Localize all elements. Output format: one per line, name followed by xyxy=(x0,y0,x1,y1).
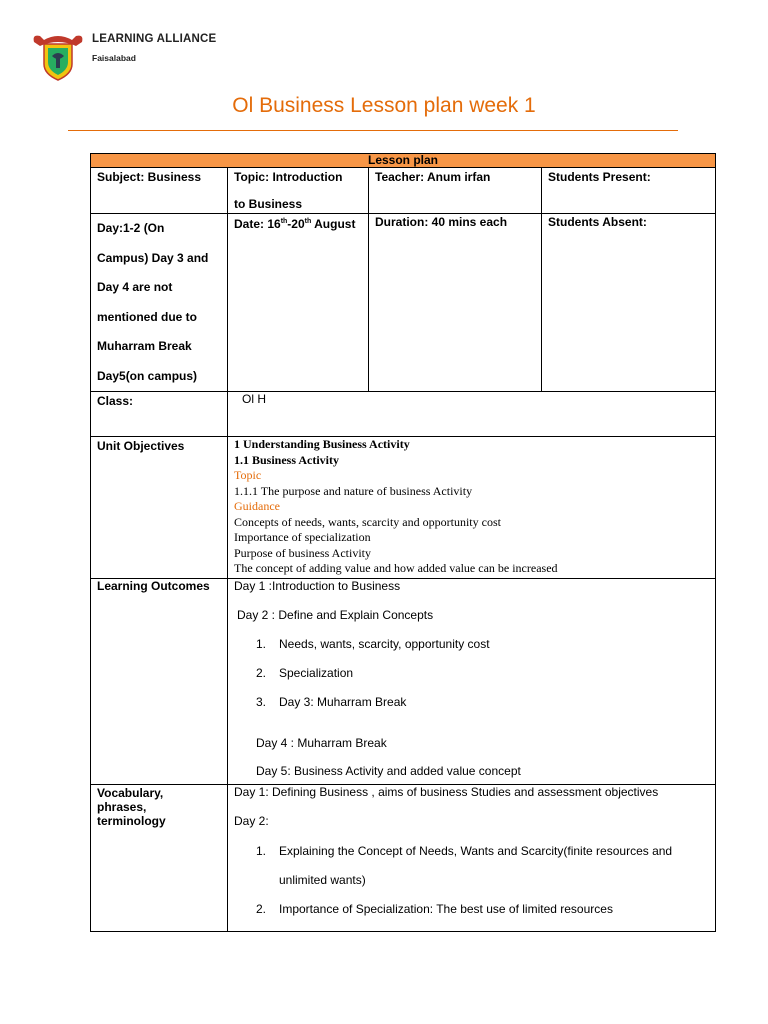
school-crest-icon xyxy=(30,28,86,82)
org-name: LEARNING ALLIANCE xyxy=(92,33,217,45)
page-title: Ol Business Lesson plan week 1 xyxy=(232,94,536,117)
teacher-cell: Teacher: Anum irfan xyxy=(369,168,542,214)
guidance-item: Importance of specialization xyxy=(234,530,371,544)
subject-cell: Subject: Business xyxy=(91,168,228,214)
class-value: Ol H xyxy=(228,392,716,437)
title-divider xyxy=(68,130,678,131)
learning-outcomes-label: Learning Outcomes xyxy=(91,579,228,785)
list-item-continuation: unlimited wants) xyxy=(279,873,366,887)
org-city: Faisalabad xyxy=(92,53,136,63)
learning-outcomes-content xyxy=(228,579,716,785)
header xyxy=(30,28,330,84)
unit-objectives-label: Unit Objectives xyxy=(91,437,228,579)
outcome-day4: Day 4 : Muharram Break xyxy=(256,736,387,750)
day-line: Day5(on campus) xyxy=(97,368,198,383)
table-heading: Lesson plan xyxy=(91,154,716,168)
topic-cell: Topic: Introduction to Business xyxy=(228,168,369,214)
unit-objectives-content xyxy=(228,437,716,579)
outcome-day5: Day 5: Business Activity and added value concept xyxy=(256,764,521,778)
list-item: 3. Day 3: Muharram Break xyxy=(256,695,407,709)
day-line: Day:1-2 (On xyxy=(97,221,165,235)
day-line: mentioned due to xyxy=(97,309,197,324)
guidance-item: The concept of adding value and how added value can be increased xyxy=(234,561,558,575)
guidance-item: Purpose of business Activity xyxy=(234,545,371,560)
guidance-label: Guidance xyxy=(234,499,280,513)
class-label: Class: xyxy=(91,392,228,437)
date-cell: Date: 16th-20th August xyxy=(228,214,369,392)
vocabulary-content xyxy=(228,785,716,932)
students-absent-cell: Students Absent: xyxy=(542,214,716,392)
guidance-item: Concepts of needs, wants, scarcity and opportunity cost xyxy=(234,514,501,529)
list-item: 1. Explaining the Concept of Needs, Wants and Scarcity(finite resources and xyxy=(256,844,673,858)
vocab-day1: Day 1: Defining Business , aims of business Studies and assessment objectives xyxy=(234,785,659,799)
list-item: 2. Importance of Specialization: The best use of limited resources xyxy=(256,902,613,916)
day-cell xyxy=(91,214,228,392)
vocab-day2: Day 2: xyxy=(234,814,269,828)
day-line: Muharram Break xyxy=(97,339,192,353)
day-line: Campus) Day 3 and xyxy=(97,250,209,265)
topic-label: Topic xyxy=(234,468,262,482)
list-item: 1. Needs, wants, scarcity, opportunity cost xyxy=(256,637,490,651)
outcome-day2: Day 2 : Define and Explain Concepts xyxy=(237,608,434,622)
lesson-plan-table xyxy=(90,153,716,932)
list-item: 2. Specialization xyxy=(256,666,354,680)
students-present-cell: Students Present: xyxy=(542,168,716,214)
topic-text: 1.1.1 The purpose and nature of business Activity xyxy=(234,483,473,498)
day-line: Day 4 are not xyxy=(97,280,173,294)
objective-subheading: 1.1 Business Activity xyxy=(234,452,340,467)
vocabulary-label: Vocabulary, phrases, terminology xyxy=(91,785,228,932)
outcome-day1: Day 1 :Introduction to Business xyxy=(234,579,401,593)
objective-heading: 1 Understanding Business Activity xyxy=(234,437,410,451)
duration-cell: Duration: 40 mins each xyxy=(369,214,542,392)
